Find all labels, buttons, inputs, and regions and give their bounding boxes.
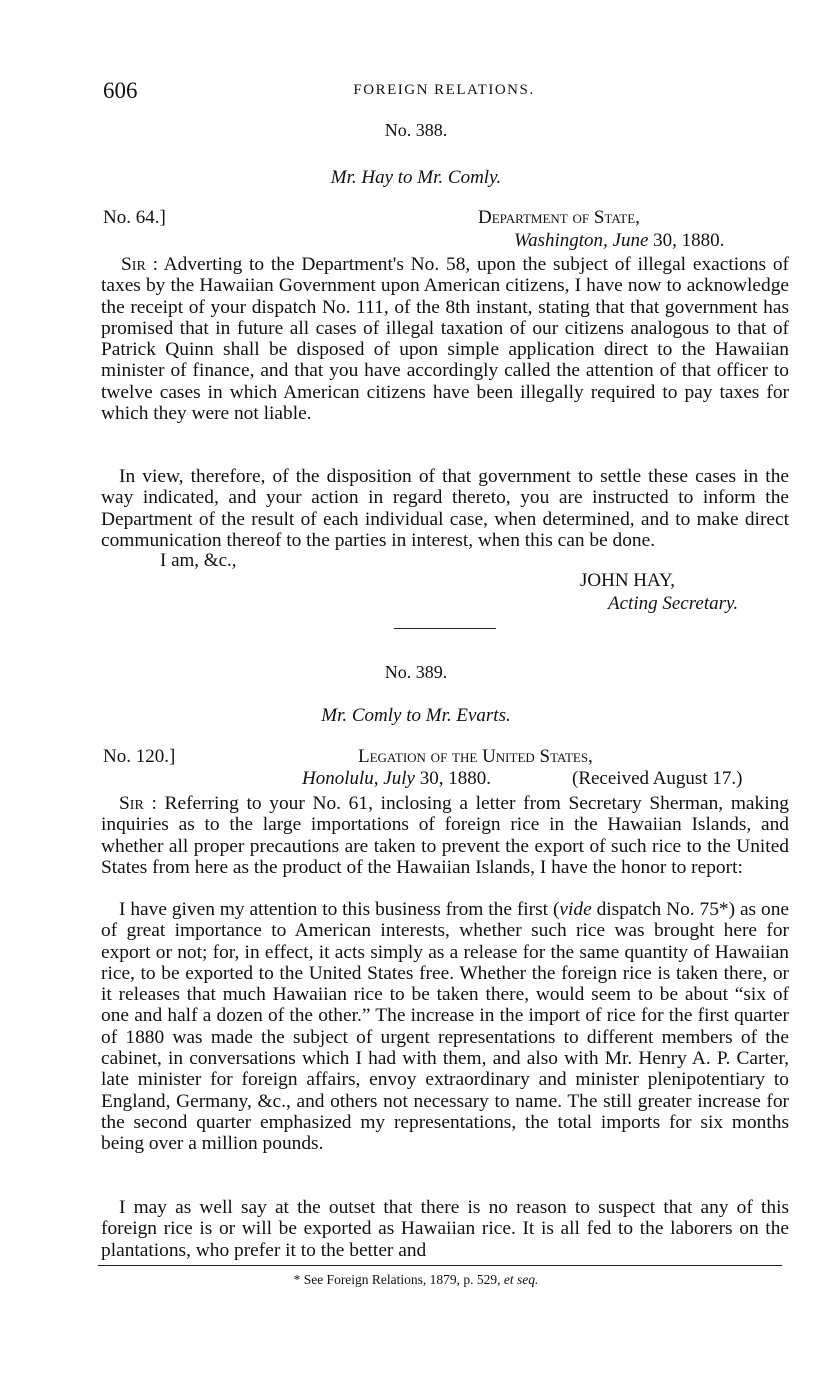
running-header bbox=[103, 78, 785, 108]
office-heading: Legation of the United States, bbox=[358, 746, 593, 767]
salutation: Sir bbox=[121, 254, 146, 275]
place: Washington, June bbox=[514, 230, 649, 251]
letter-paragraph: I may as well say at the outset that there is no reason to suspect that any of this foreign rice is or will be exported as Hawaiian rice. It is all fed to the laborers on the plantations, who prefer it to the better and bbox=[101, 1197, 789, 1261]
letter-paragraph bbox=[101, 899, 789, 1155]
closing: I am, &c., bbox=[160, 550, 237, 571]
paragraph-text: dispatch No. 75*) as one of great importance to American interests, whether such rice was brought here for export or not; for, in effect, it acts simply as a release for the same quantity of Hawaiian rice, to be exported to the United States free. Whether the foreign rice is taken there, or it releases that much Hawaiian rice to be taken there, would seem to be about “six of one and half a dozen of the other.” The increase in the import of rice for the first quarter of 1880 was made the subject of urgent representations to different members of the cabinet, in conversations which I had with them, and also with Mr. Henry A. P. Carter, late minister for foreign affairs, envoy extraordinary and minister plenipotentiary to England, Germany, &c., and others not necessary to name. The still greater increase for the second quarter emphasized my representations, the total imports for six months being over a million pounds. bbox=[101, 899, 789, 1155]
letter-paragraph bbox=[101, 254, 789, 424]
section-divider bbox=[394, 628, 496, 629]
signer-title: Acting Secretary. bbox=[608, 593, 739, 614]
paragraph-text: : Adverting to the Department's No. 58, upon the subject of illegal exactions of taxes by the Hawaiian Government upon American citizens, I have now to acknowledge the receipt of your dispatch No. 111, of the 8th instant, stating that that government has promised that in future all cases of illegal taxation of our citizens analogous to that of Patrick Quinn shall be disposed of upon simple application direct to the Hawaiian minister of finance, and that you have accordingly called the attention of that officer to twelve cases in which American citizens have been illegally required to pay taxes for which they were not liable. bbox=[101, 254, 789, 425]
footnote bbox=[0, 1272, 832, 1288]
document-number: No. 388. bbox=[384, 120, 448, 140]
latin-term: vide bbox=[559, 899, 592, 920]
place: Honolulu, July bbox=[302, 768, 415, 789]
footnote-et-seq: et seq. bbox=[503, 1272, 539, 1287]
page-number: 606 bbox=[103, 78, 138, 103]
running-title: FOREIGN RELATIONS. bbox=[353, 82, 535, 98]
paragraph-text: I have given my attention to this business from the first ( bbox=[119, 899, 560, 920]
salutation: Sir bbox=[119, 793, 144, 814]
from-to-line: Mr. Hay to Mr. Comly. bbox=[330, 167, 502, 188]
reference-number: No. 64.] bbox=[103, 207, 166, 228]
date: 30, 1880. bbox=[414, 768, 491, 789]
footnote-text: * See Foreign Relations, 1879, p. 529, bbox=[293, 1272, 504, 1287]
footnote-rule bbox=[98, 1265, 782, 1266]
from-to-line: Mr. Comly to Mr. Evarts. bbox=[321, 705, 511, 726]
office-heading: Department of State, bbox=[478, 207, 640, 228]
signer-name: JOHN HAY, bbox=[580, 570, 676, 591]
letter-paragraph bbox=[101, 793, 789, 878]
date: 30, 1880. bbox=[648, 230, 725, 251]
letter-paragraph: In view, therefore, of the disposition of that government to settle these cases in the way indicated, and your action in regard thereto, you are instructed to inform the Department of the result of each individual case, when determined, and to make direct communication thereof to the parties in interest, when this can be done. bbox=[101, 466, 789, 551]
received-note: (Received August 17.) bbox=[572, 768, 743, 789]
reference-number: No. 120.] bbox=[103, 746, 176, 767]
place-date bbox=[302, 768, 491, 790]
document-number: No. 389. bbox=[384, 662, 448, 682]
place-date bbox=[514, 230, 724, 252]
paragraph-text: : Referring to your No. 61, inclosing a letter from Secretary Sherman, making inquiries as to the large importations of foreign rice in the Hawaiian Islands, and whether all proper precautions are taken to prevent the export of such rice to the United States from here as the product of the Hawaiian Islands, I have the honor to report: bbox=[101, 793, 789, 878]
